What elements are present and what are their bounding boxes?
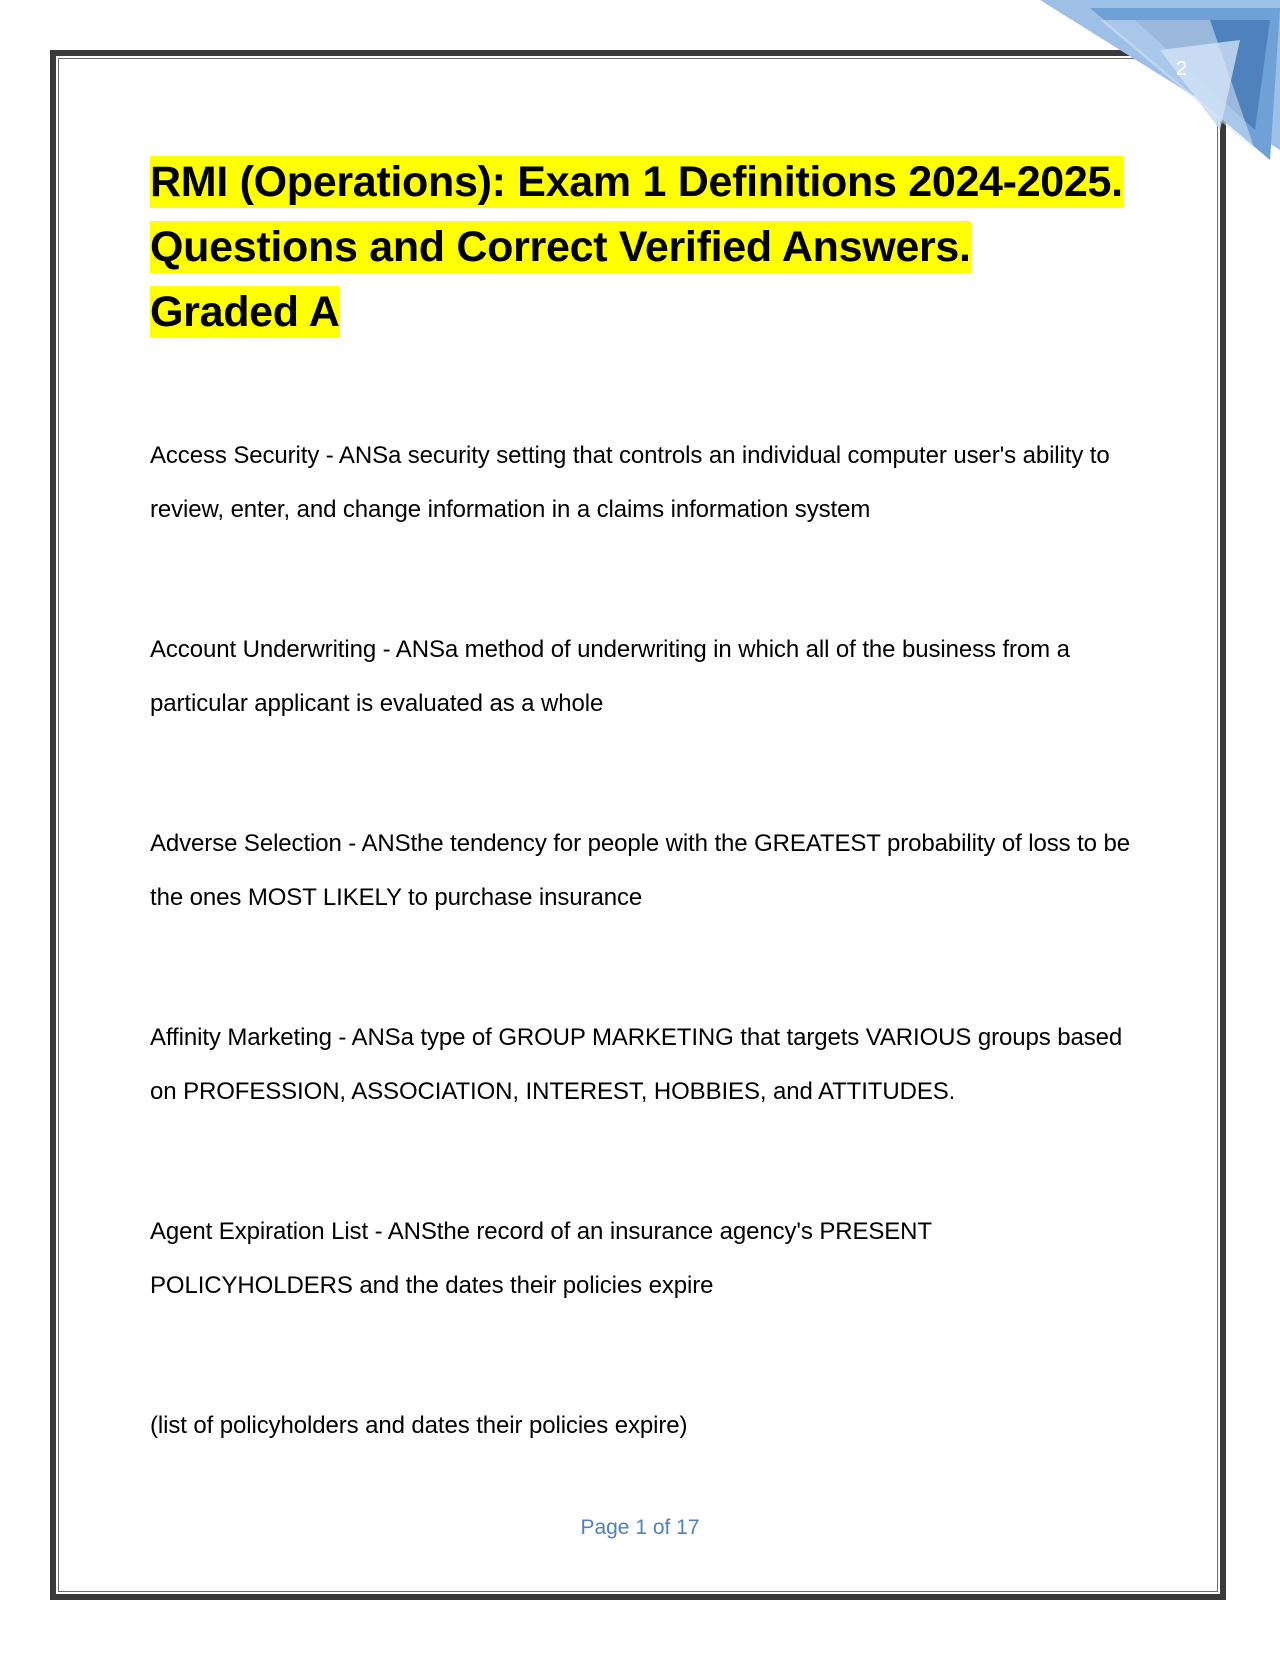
definition-entry: Agent Expiration List - ANSthe record of an insurance agency's PRESENT POLICYHOLDERS and the dates their policies expire [150, 1218, 932, 1299]
page-number-top: 2 [1175, 58, 1187, 80]
document-title [150, 150, 1130, 345]
definition-entry: Account Underwriting - ANSa method of underwriting in which all of the business from a particular applicant is evaluated as a whole [150, 636, 1070, 717]
page-footer: Page 1 of 17 [580, 1516, 700, 1539]
definition-note: (list of policyholders and dates their policies expire) [150, 1412, 688, 1439]
definition-list [150, 429, 1130, 1453]
title-highlight-text: RMI (Operations): Exam 1 Definitions 2024-2025. Questions and Correct Verified Answers. Graded A [150, 158, 1123, 336]
corner-decoration-graphic [1040, 0, 1280, 170]
definition-entry: Access Security - ANSa security setting that controls an individual computer user's ability to review, enter, and change information in a claims information system [150, 442, 1110, 523]
definition-entry: Affinity Marketing - ANSa type of GROUP MARKETING that targets VARIOUS groups based on PROFESSION, ASSOCIATION, INTEREST, HOBBIES, and ATTITUDES. [150, 1024, 1123, 1105]
definition-entry: Adverse Selection - ANSthe tendency for people with the GREATEST probability of loss to be the ones MOST LIKELY to purchase insurance [150, 830, 1130, 911]
document-body [150, 150, 1130, 1453]
